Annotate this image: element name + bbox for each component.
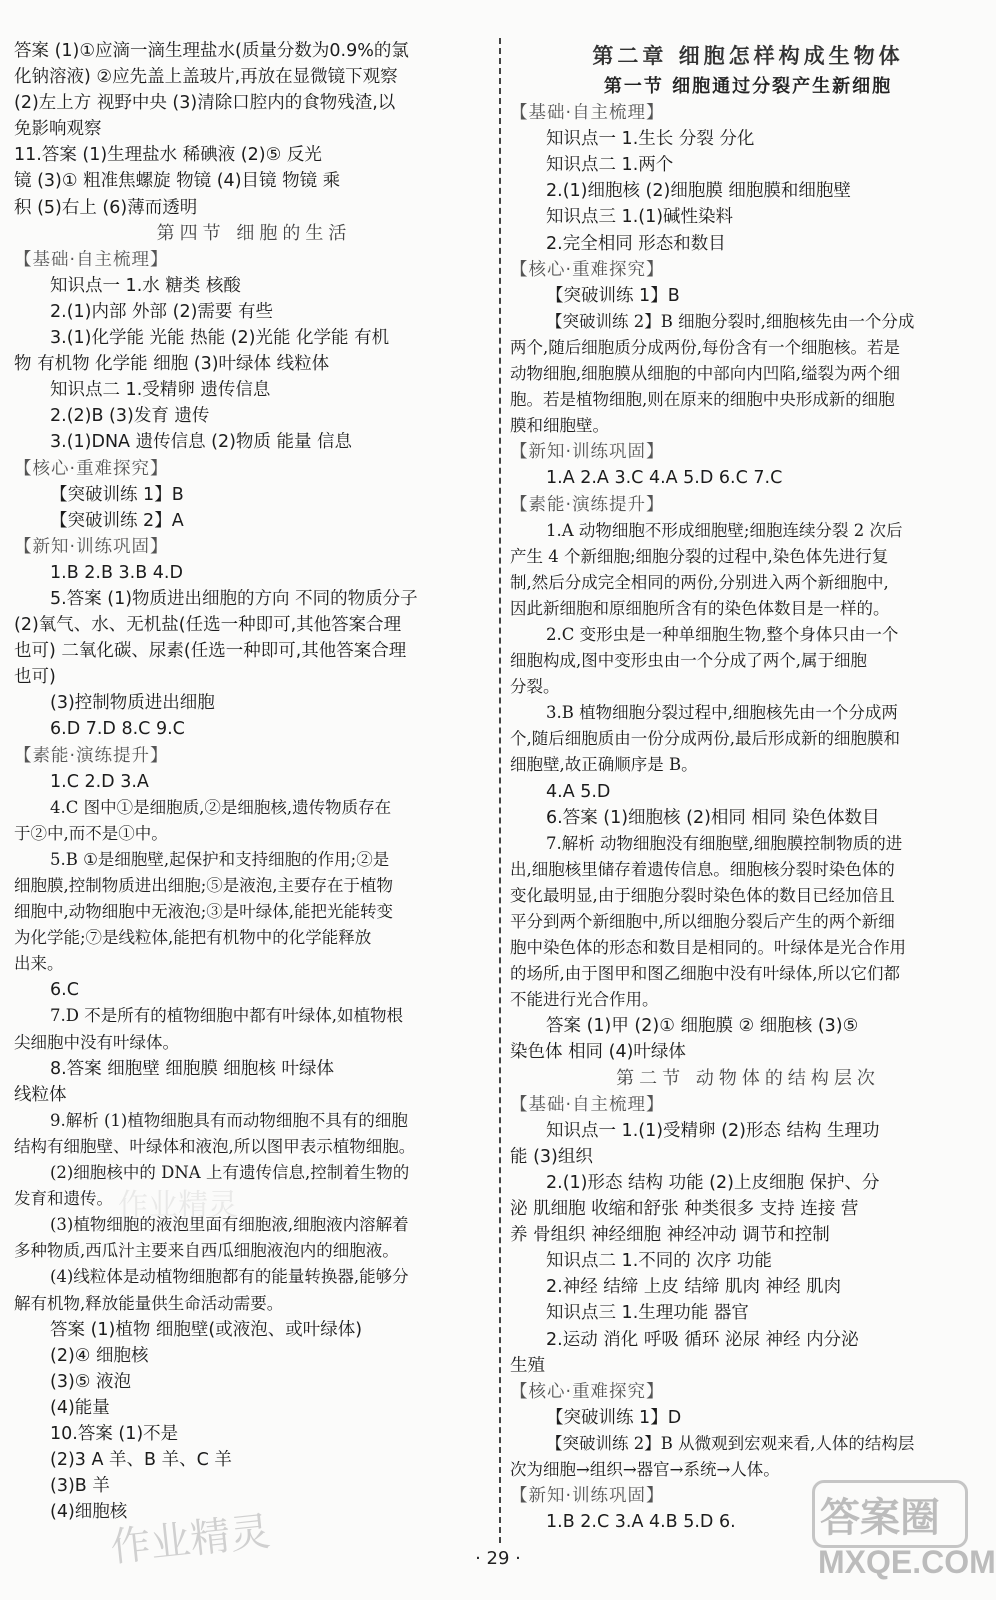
left-text-line: (3)B 羊	[50, 1476, 110, 1497]
left-text-line: 解有机物,释放能量供生命活动需要。	[14, 1293, 284, 1313]
logo-text-en: MXQE.COM	[818, 1544, 996, 1580]
left-text-line: (2)细胞核中的 DNA 上有遗传信息,控制着生物的	[50, 1163, 410, 1183]
right-text-line: 答案 (1)甲 (2)① 细胞膜 ② 细胞核 (3)⑤	[546, 1016, 859, 1037]
right-text-line: 1.A 动物细胞不形成细胞壁;细胞连续分裂 2 次后	[546, 520, 903, 540]
right-text-line: 两个,随后细胞质分成两份,每份含有一个细胞核。若是	[510, 337, 900, 357]
right-text-line: 1.A 2.A 3.C 4.A 5.D 6.C 7.C	[546, 468, 783, 489]
left-text-line: 1.C 2.D 3.A	[50, 771, 149, 792]
left-text-line: 积 (5)右上 (6)薄而透明	[14, 197, 198, 218]
left-text-line: 9.解析 (1)植物细胞具有而动物细胞不具有的细胞	[50, 1110, 408, 1130]
column-divider	[499, 38, 501, 1543]
right-text-line: 胞中染色体的形态和数目是相同的。叶绿体是光合作用	[510, 938, 906, 958]
left-text-line: 1.B 2.B 3.B 4.D	[50, 562, 183, 583]
left-text-line: 为化学能;⑦是线粒体,能把有机物中的化学能释放	[14, 928, 372, 948]
right-text-line: 【核心·重难探究】	[510, 1381, 665, 1402]
right-text-line: 变化最明显,由于细胞分裂时染色体的数目已经加倍且	[510, 885, 895, 905]
left-text-line: 知识点一 1.水 糖类 核酸	[50, 275, 241, 296]
left-text-line: (4)能量	[50, 1397, 110, 1418]
right-text-line: 【突破训练 2】B 从微观到宏观来看,人体的结构层	[546, 1433, 915, 1453]
left-text-line: 细胞膜,控制物质进出细胞;⑤是液泡,主要存在于植物	[14, 876, 394, 895]
left-text-line: 7.D 不是所有的植物细胞中都有叶绿体,如植物根	[50, 1006, 403, 1026]
right-text-line: 知识点三 1.(1)碱性染料	[546, 207, 734, 228]
left-text-line: 细胞中,动物细胞中无液泡;③是叶绿体,能把光能转变	[14, 902, 394, 922]
right-text-line: 次为细胞→组织→器官→系统→人体。	[510, 1459, 780, 1479]
right-text-line: 生殖	[510, 1355, 545, 1376]
left-text-line: 10.答案 (1)不是	[50, 1423, 179, 1444]
right-text-line: 产生 4 个新细胞;细胞分裂的过程中,染色体先进行复	[510, 546, 889, 566]
right-text-line: 2.(1)形态 结构 功能 (2)上皮细胞 保护、分	[546, 1172, 880, 1193]
right-text-line: 3.B 植物细胞分裂过程中,细胞核先由一个分成两	[546, 703, 898, 723]
left-column	[14, 38, 494, 1525]
watermark-mid: 作业精灵	[118, 1188, 238, 1223]
right-text-line: 2.运动 消化 呼吸 循环 泌尿 神经 内分泌	[546, 1329, 859, 1350]
right-text-line: 4.A 5.D	[546, 781, 611, 802]
right-text-line: 因此新细胞和原细胞所含有的染色体数目是一样的。	[510, 598, 890, 618]
right-text-line: 【突破训练 1】D	[546, 1407, 682, 1428]
logo-text-cn: 答案圈	[820, 1495, 940, 1541]
page-number: · 29 ·	[475, 1548, 521, 1569]
left-text-line: 也可)	[14, 667, 56, 688]
left-text-line: (4)线粒体是动植物细胞都有的能量转换器,能够分	[50, 1267, 409, 1287]
right-text-line: 【核心·重难探究】	[510, 259, 665, 280]
site-logo	[812, 1480, 996, 1584]
right-text-line: 2.C 变形虫是一种单细胞生物,整个身体只由一个	[546, 624, 899, 644]
left-text-line: 2.(2)B (3)发育 遗传	[50, 406, 210, 427]
left-text-line: 3.(1)化学能 光能 热能 (2)光能 化学能 有机	[50, 328, 390, 349]
right-text-line: 个,随后细胞质由一份分成两份,最后形成新的细胞膜和	[510, 729, 900, 749]
right-text-line: 知识点二 1.两个	[546, 155, 674, 176]
right-text-line: 染色体 相同 (4)叶绿体	[510, 1042, 686, 1063]
right-text-line: 制,然后分成完全相同的两份,分别进入两个新细胞中,	[510, 572, 889, 592]
left-text-line: 5.B ①是细胞壁,起保护和支持细胞的作用;②是	[50, 849, 390, 869]
watermark-bottom: 作业精灵	[108, 1508, 273, 1572]
right-text-line: 第二节 动物体的结构层次	[616, 1067, 880, 1089]
right-text-line: 【基础·自主梳理】	[510, 1094, 665, 1115]
right-text-line: 7.解析 动物细胞没有细胞壁,细胞膜控制物质的进	[546, 833, 903, 853]
left-text-line: 免影响观察	[14, 119, 102, 140]
left-text-line: 2.(1)内部 外部 (2)需要 有些	[50, 301, 273, 322]
right-text-line: 能 (3)组织	[510, 1146, 593, 1167]
left-text-line: (2)3 A 羊、B 羊、C 羊	[50, 1450, 232, 1471]
left-text-line: 6.C	[50, 980, 79, 1001]
left-text-line: (3)植物细胞的液泡里面有细胞液,细胞液内溶解着	[50, 1215, 409, 1235]
left-text-line: 尖细胞中没有叶绿体。	[14, 1032, 179, 1052]
left-text-line: 出来。	[14, 954, 64, 974]
left-text-line: 【核心·重难探究】	[14, 458, 169, 479]
left-text-line: 4.C 图中①是细胞质,②是细胞核,遗传物质存在	[50, 797, 392, 817]
right-text-line: 【素能·演练提升】	[510, 494, 665, 515]
left-text-line: (2)左上方 视野中央 (3)清除口腔内的食物残渣,以	[14, 93, 396, 114]
left-text-line: 答案 (1)①应滴一滴生理盐水(质量分数为0.9%的氯	[14, 41, 409, 61]
left-text-line: 【基础·自主梳理】	[14, 249, 169, 270]
left-text-line: (4)细胞核	[50, 1502, 128, 1523]
right-text-line: 知识点三 1.生理功能 器官	[546, 1303, 749, 1324]
left-text-line: 【素能·演练提升】	[14, 745, 169, 766]
left-text-line: 11.答案 (1)生理盐水 稀碘液 (2)⑤ 反光	[14, 145, 322, 166]
right-text-line: 养 骨组织 神经细胞 神经冲动 调节和控制	[510, 1225, 830, 1246]
left-text-line: 多种物质,西瓜汁主要来自西瓜细胞液泡内的细胞液。	[14, 1241, 399, 1261]
left-text-line: 镜 (3)① 粗准焦螺旋 物镜 (4)目镜 物镜 乘	[14, 171, 341, 192]
left-text-line: (2)氧气、水、无机盐(任选一种即可,其他答案合理	[14, 615, 402, 636]
left-text-line: 发育和遗传。	[14, 1189, 113, 1209]
right-text-line: 动物细胞,细胞膜从细胞的中部向内凹陷,缢裂为两个细	[510, 364, 900, 384]
left-text-line: 【突破训练 1】B	[50, 484, 184, 505]
right-text-line: 的场所,由于图甲和图乙细胞中没有叶绿体,所以它们都	[510, 964, 900, 984]
left-text-line: 【突破训练 2】A	[50, 510, 184, 531]
right-text-line: 不能进行光合作用。	[510, 990, 659, 1010]
right-text-line: 知识点二 1.不同的 次序 功能	[546, 1251, 772, 1272]
left-text-line: 5.答案 (1)物质进出细胞的方向 不同的物质分子	[50, 588, 418, 609]
left-text-line: 线粒体	[14, 1084, 67, 1105]
left-text-line: 化钠溶液) ②应先盖上盖玻片,再放在显微镜下观察	[14, 67, 398, 88]
right-text-line: 平分到两个新细胞中,所以细胞分裂后产生的两个新细	[510, 912, 895, 931]
right-text-line: 出,细胞核里储存着遗传信息。细胞核分裂时染色体的	[510, 859, 895, 879]
left-text-line: 6.D 7.D 8.C 9.C	[50, 719, 185, 740]
left-text-line: 【新知·训练巩固】	[14, 536, 169, 557]
right-text-line: 膜和细胞壁。	[510, 416, 609, 436]
right-text-line: 知识点一 1.(1)受精卵 (2)形态 结构 生理功	[546, 1120, 880, 1141]
right-text-line: 【基础·自主梳理】	[510, 103, 665, 124]
right-column	[510, 38, 986, 1535]
left-text-line: (2)④ 细胞核	[50, 1345, 149, 1366]
right-text-line: 2.完全相同 形态和数目	[546, 233, 726, 254]
left-text-line: 结构有细胞壁、叶绿体和液泡,所以图甲表示植物细胞。	[14, 1136, 416, 1156]
left-text-line: 物 有机物 化学能 细胞 (3)叶绿体 线粒体	[14, 354, 330, 375]
right-text-line: 分裂。	[510, 677, 560, 697]
right-text-line: 【突破训练 1】B	[546, 285, 680, 306]
right-text-line: 1.B 2.C 3.A 4.B 5.D 6.	[546, 1512, 736, 1533]
right-text-line: 6.答案 (1)细胞核 (2)相同 相同 染色体数目	[546, 807, 880, 828]
left-text-line: 知识点二 1.受精卵 遗传信息	[50, 380, 271, 401]
left-text-line: 第四节 细胞的生活	[156, 222, 352, 244]
right-text-line: 2.(1)细胞核 (2)细胞膜 细胞膜和细胞壁	[546, 181, 851, 202]
left-text-line: 3.(1)DNA 遗传信息 (2)物质 能量 信息	[50, 432, 353, 453]
right-text-line: 【新知·训练巩固】	[510, 1486, 665, 1507]
right-text-line: 细胞构成,图中变形虫由一个分成了两个,属于细胞	[510, 651, 867, 671]
left-text-line: 于②中,而不是①中。	[14, 823, 168, 843]
left-text-line: (3)控制物质进出细胞	[50, 693, 215, 714]
right-text-line: 2.神经 结缔 上皮 结缔 肌肉 神经 肌肉	[546, 1277, 842, 1298]
right-text-line: 第二章 细胞怎样构成生物体	[592, 44, 904, 68]
left-text-line: (3)⑤ 液泡	[50, 1371, 132, 1392]
left-text-line: 也可) 二氧化碳、尿素(任选一种即可,其他答案合理	[14, 641, 407, 662]
right-text-line: 细胞壁,故正确顺序是 B。	[510, 755, 698, 775]
right-text-line: 胞。若是植物细胞,则在原来的细胞中央形成新的细胞	[510, 390, 895, 410]
left-text-line: 8.答案 细胞壁 细胞膜 细胞核 叶绿体	[50, 1058, 334, 1079]
right-text-line: 【新知·训练巩固】	[510, 442, 665, 463]
right-text-line: 泌 肌细胞 收缩和舒张 种类很多 支持 连接 营	[510, 1199, 859, 1220]
left-text-line: 答案 (1)植物 细胞壁(或液泡、或叶绿体)	[50, 1319, 363, 1340]
right-text-line: 知识点一 1.生长 分裂 分化	[546, 129, 755, 150]
right-text-line: 第一节 细胞通过分裂产生新细胞	[603, 76, 893, 97]
right-text-line: 【突破训练 2】B 细胞分裂时,细胞核先由一个分成	[546, 311, 915, 331]
